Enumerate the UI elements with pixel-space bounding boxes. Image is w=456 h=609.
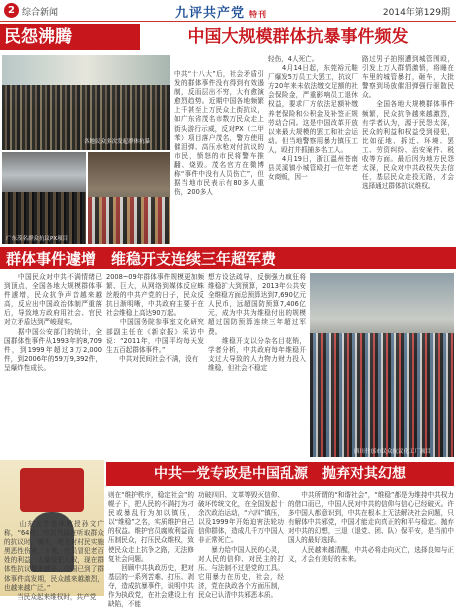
issue-number: 2014年第129期 [382, 8, 450, 18]
article-1-col-2: 轻伤，4人死亡。 4月14日起，东莞裕元鞋厂爆发5万员工大罢工，抗议厂方20年来未依法缴交足额的社会保险金，严重影响员工退休权益，要求厂方依法足额补缴养老保险和公积金及补签正规劳动合同。这是中国改革开放以来最大规模的罢工和社会运动。但当地警察用暴力镇压工人，殴打并抓捕多名工人。 4月19日，浙江温州苍南县灵溪镇小城管殴打一位年老女商贩，因一 [268, 55, 358, 182]
masthead [175, 2, 267, 21]
protest-photo-4 [310, 273, 454, 457]
article-2-col-3: 想方设法疏导，反倒强力疯狂将维稳扩大到预算，2013年公共安全维稳方面总预算达到7,690亿元人民币，远超国防预算7,406亿元，成为中共为维稳付出的规模超过国防预算连续三年超过军费。 维稳开支以分杂名目花销，学者分析，中共政府每年维稳开支过大导致的人力物力财力投入维稳，但社会不稳定 [208, 273, 307, 372]
headline-1-left: 民怨沸腾 [0, 24, 140, 50]
article-2-col-1: 中国民众对中共不满情绪已到顶点，全国各地大规模群体事件遽增，民众抗争声音越来越高，反应出中国政治体制严重落后，导致地方政府用社会、官民对立矛盾达到严峻现实。 据中国公安部门的统计，全国群体性事件从1993年的8,709件，到1999年超过3万2,000件，到2006年的59万9,392件，呈爆炸性成长。 [4, 273, 102, 372]
protest-photo-1 [2, 55, 170, 150]
section-label: 综合新闻 [22, 8, 59, 18]
article-3-col-3: 功破四旧、文革等毁灭信仰、破坏传统文化，在全国发起十余次政治运动，“六四”镇压，以及1999年开始迫害法轮功信仰群体，造成几千万中国人非正常死亡。 暴力给中国人民的心灵，对人民的信仰、对民主的打压、与法制不过是党的工具。它用暴力在历史，社会，经济，党在执政各个方面压制，民众已认清中共邪恶本质。 [198, 491, 284, 600]
article-2-col-2: 2008~09年群体事件规模更加频繁、巨大，从网络到媒体反应蛛丝般的中共产党的日子，民众反抗日渐明晰，中共政府主要于在社会维稳上高达90万起。 中国国务院参事室文化研究部副主任在《新京报》采访中说：“2011年，中国平均每天发生五百起群体事件。” 中共对民间社会不满，没有 [106, 273, 204, 363]
headline-2: 群体事件遽增 维稳开支连续三年超军费 [0, 247, 456, 269]
masthead-tag: 特刊 [249, 9, 268, 19]
page-number: 2 [4, 3, 19, 18]
article-1-col-1: 中共“十八大”后，社会矛盾引发的群体事件没有得到有效遏制，反而层出不穷，大有愈演愈烈趋势。近期中国各地频繁上千甚至上万民众上街抗议，如广东省茂名市数万民众走上街头游行示威，反对PX（二甲苯）项目落户茂名，警方使用催泪弹、高压水枪对付抗议的市民，愤怒的市民将警车推翻、烧毁。茂名官方在微博称“事件中没有人员伤亡”，但据当地市民表示有80多人重伤，200多人 [174, 70, 264, 197]
headline-3: 中共一党专政是中国乱源 抛弃对其幻想 [106, 462, 454, 486]
photo-1-caption: 各地民众多次发起群体抗暴 [84, 139, 151, 145]
headline-1-right: 中国大规模群体抗暴事件频发 [187, 27, 409, 47]
article-1-col-3: 路过男子拍照遭到城管围殴，引发上万人群情激愤，将睡在车里的城管暴打，砸车，大批警察到场放催泪弹强行驱散民众。 全国各地大规模群体事件频繁，民众抗争越来越激烈，有学者认为，源于民怨太深，民众的利益和权益受到侵犯，比如征地、拆迁、环境、罢工、劳资纠纷、治安案件、税收等方面。最后因为地方民怨太深，民众对中共政权失去信任，基层民众走投无路，才会选择通过群体抗议维权。 [362, 55, 454, 191]
protest-photo-3 [88, 152, 170, 244]
article-3-col-1: 山东大学退休教授孙文广称，“64年，中共当局在听取群众的抗议时，镇压，地方对村民实施黑恶性伤害，下来，官员冒犯老百姓的利益，大量侵犯人权，现在群体性抗议越来越多。中国已到了群体事件高发期，民众越来越激烈，也越来越广泛。” 当民众起来维权时，共产党 [4, 520, 104, 601]
protest-photo-2 [2, 152, 86, 244]
masthead-title: 九评共产党 [175, 6, 246, 21]
article-3-col-4: 中共所谓的“和谐社会”，“维稳”都是为维持中共权力的借口而已，中国人民对中共的信仰与信心已经破灭。许多中国人都意识到，中共在根本上无法解决社会问题，只有解体中共邪党，中国才能走向真正的和平与稳定。抛弃对中共的幻想，三退（退党、团、队）保平安，是当前中国人的最好选择。 人民越来越清醒，中共必将走向灭亡，选择良知与正义，才会有美好的未来。 [288, 491, 454, 563]
headline-1 [0, 24, 456, 50]
article-3-col-2: 则在“维护秩序，稳定社会”的幌子下，把人民的不满打为刁民或暴乱行为加以镇压，以“维稳”之名，实质维护自己的权益。维护官员腐败利益而压制民众，打压民众维权，致使民众走上抗争之路，无法修复社会问题。 回顾中共执政历史，把对基层的一系列苦难、打压、剥夺，造成抗暴事件，说明中共作为执政党，在社会建设上有缺陷，不能 [108, 491, 194, 609]
page-header [0, 0, 456, 22]
headline-3-band [0, 460, 456, 488]
photo-2-caption: 广东茂名群众抗议PX项目 [6, 236, 69, 242]
photo-4-caption: 四川什邡市民众抗议化工厂项目 [354, 449, 432, 455]
